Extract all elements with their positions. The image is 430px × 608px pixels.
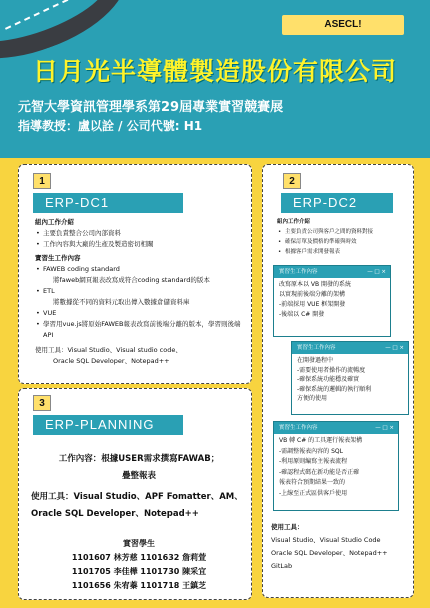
list-detail: 將數據從不同的資料元取出傳入數據倉儲資料庫: [53, 298, 190, 306]
window-body: [292, 354, 408, 406]
window-line: VB 轉 C# 的工具運行報表架構: [279, 437, 363, 444]
tools-line: Visual Studio、Visual Studio Code: [271, 536, 381, 544]
work-heading: 實習生工作內容: [35, 254, 81, 262]
card-label: ERP-DC2: [281, 193, 393, 213]
student-row: 1101656 朱宥蓁 1101718 王鎮芝: [71, 581, 207, 590]
tools-line: Oracle SQL Developer、Notepad++: [53, 357, 170, 365]
card-number: 3: [33, 395, 51, 411]
tools-line: 使用工具：Visual Studio、APF Fomatter、AM、: [31, 492, 243, 502]
window-line: 報表符合預期結果一致的: [279, 479, 346, 486]
event-subtitle: 元智大學資訊管理學系第29屆專業實習競賽展: [18, 100, 284, 115]
list-item: • ETL: [35, 286, 245, 297]
card-erp-planning: [18, 388, 252, 600]
card-body: [35, 217, 245, 367]
header-banner: [0, 0, 430, 158]
work-window-1: [273, 265, 391, 337]
work-line: 工作內容：根據USER需求撰寫FAWAB；: [58, 454, 220, 464]
tools-block: [271, 521, 413, 573]
company-tag: ASECL!: [282, 15, 404, 35]
card-erp-dc2: [262, 164, 414, 598]
window-line: -上線至正式區供客戶使用: [279, 489, 348, 497]
window-line: -後端以 C# 開發: [279, 311, 325, 318]
window-line: -需調整報表內容的 SQL: [279, 447, 343, 455]
students-block: [31, 537, 247, 593]
intro-heading: 組內工作介紹: [35, 218, 74, 226]
card-number: 2: [283, 173, 301, 189]
list-item: • VUE: [35, 308, 245, 319]
list-item: • 工作內容與大廠的生產及製造密切相關: [35, 239, 245, 250]
window-line: -利用原則編寫主報表流程: [279, 458, 348, 465]
card-number: 1: [33, 173, 51, 189]
page-title: 日月光半導體製造股份有限公司: [32, 57, 397, 86]
list-item: • 學習用vue.js將原始FAWEB報表改寫前後端分離的版本，學習則後端API: [35, 319, 245, 341]
advisor-line: 指導教授：盧以詮 / 公司代號: H1: [18, 119, 203, 133]
student-row: 1101607 林芳慈 1101632 詹莉萱: [71, 553, 207, 562]
list-item: • 根據客戶需求開發報表: [277, 247, 411, 257]
list-item: • 確保訂單及價格的準確與時效: [277, 237, 411, 247]
tools-heading: 使用工具：: [271, 523, 304, 531]
window-line: -確保系統功能穩及確實: [297, 376, 360, 383]
window-line: 以實現前後端分離的架構: [279, 291, 346, 298]
window-body: [274, 278, 390, 322]
window-line: 在開發過程中: [297, 357, 334, 364]
student-row: 1101705 李佳樺 1101730 陳采宜: [71, 567, 207, 576]
window-line: -前端採用 VUE 框架開發: [279, 301, 346, 308]
window-line: -需要使用者操作的流暢度: [297, 366, 366, 374]
window-body: [274, 434, 398, 501]
tools-line: 使用工具：Visual Studio、Visual studio code、: [35, 346, 182, 354]
window-title: 實習生工作內容 — □ ×: [292, 342, 408, 354]
list-detail: 將faweb網頁報表改寫成符合coding standard的版本: [53, 276, 210, 284]
work-window-2: [291, 341, 409, 415]
card-erp-dc1: [18, 164, 252, 384]
window-line: 方便的使用: [297, 395, 328, 402]
list-item: • 主要負責整合公司內部資料: [35, 228, 245, 239]
window-title: 實習生工作內容 — □ ×: [274, 266, 390, 278]
students-heading: 實習學生: [123, 539, 155, 548]
card-body: [277, 217, 411, 257]
card-label: ERP-DC1: [33, 193, 183, 213]
window-line: -確保系統的邏輯的執行順利: [297, 385, 372, 393]
work-block: [31, 451, 247, 523]
list-item: • FAWEB coding standard: [35, 264, 245, 275]
window-title: 實習生工作內容 — □ ×: [274, 422, 398, 434]
card-label: ERP-PLANNING: [33, 415, 183, 435]
window-line: 改寫原本以 VB 開發的系統: [279, 281, 352, 288]
work-window-3: [273, 421, 399, 511]
list-item: • 主要負責公司與客戶之間的資料對接: [277, 227, 411, 237]
tools-line: Oracle SQL Developer、Notepad++: [31, 509, 199, 519]
intro-heading: 組內工作介紹: [277, 219, 311, 225]
tools-line: GitLab: [271, 562, 293, 570]
work-line: 疊整報表: [121, 471, 156, 481]
window-line: -確認程式碼在新功能是否正確: [279, 468, 360, 476]
tools-line: Oracle SQL Developer、Notepad++: [271, 549, 388, 557]
